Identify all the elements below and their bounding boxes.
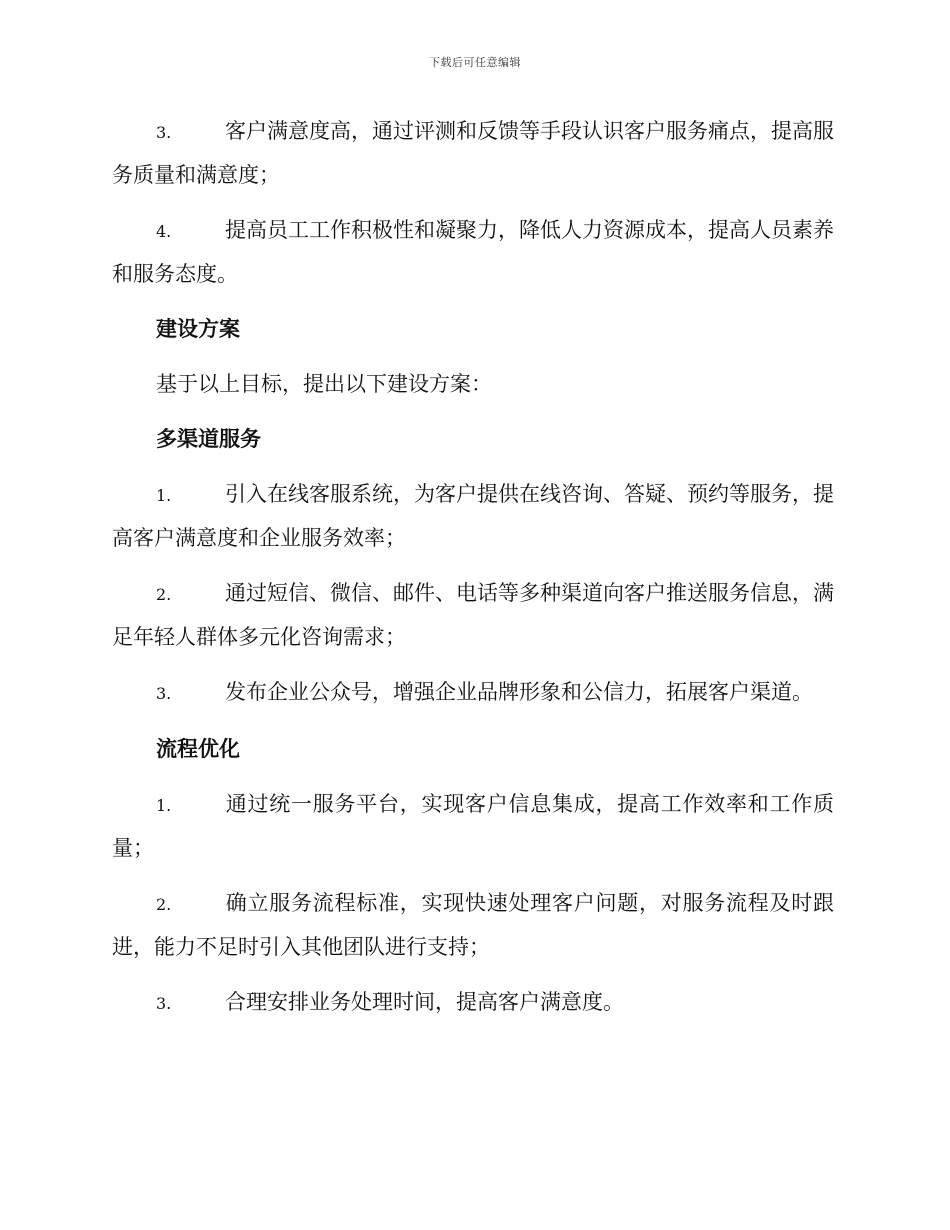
list-item bbox=[112, 110, 834, 196]
list-item bbox=[112, 209, 834, 295]
list-item bbox=[112, 981, 834, 1025]
list-number: 1. bbox=[156, 796, 172, 815]
list-item bbox=[112, 473, 834, 559]
intro-paragraph: 基于以上目标，提出以下建设方案： bbox=[156, 372, 492, 396]
section-heading-multichannel-service: 多渠道服务 bbox=[156, 427, 261, 451]
list-text: 通过短信、微信、邮件、电话等多种渠道向客户推送服务信息，满足年轻人群体多元化咨询需求； bbox=[112, 581, 834, 649]
list-text: 发布企业公众号，增强企业品牌形象和公信力，拓展客户渠道。 bbox=[225, 680, 813, 704]
section-heading-construction-plan: 建设方案 bbox=[156, 317, 240, 341]
list-number: 4. bbox=[156, 222, 172, 241]
list-text: 引入在线客服系统，为客户提供在线咨询、答疑、预约等服务，提高客户满意度和企业服务效率； bbox=[112, 482, 834, 550]
list-number: 2. bbox=[156, 585, 172, 604]
list-text: 提高员工工作积极性和凝聚力，降低人力资源成本，提高人员素养和服务态度。 bbox=[112, 218, 834, 286]
list-number: 3. bbox=[156, 684, 172, 703]
list-item bbox=[112, 783, 834, 869]
list-number: 3. bbox=[156, 123, 172, 142]
list-item bbox=[112, 671, 834, 715]
list-item bbox=[112, 882, 834, 968]
section-heading-process-optimization: 流程优化 bbox=[156, 737, 240, 761]
list-text: 通过统一服务平台，实现客户信息集成，提高工作效率和工作质量； bbox=[112, 792, 834, 860]
page-header: 下载后可任意编辑 bbox=[429, 56, 521, 69]
list-number: 3. bbox=[156, 994, 172, 1013]
list-item bbox=[112, 572, 834, 658]
list-number: 1. bbox=[156, 486, 172, 505]
list-text: 合理安排业务处理时间，提高客户满意度。 bbox=[225, 990, 624, 1014]
document-body bbox=[112, 110, 834, 1038]
list-text: 客户满意度高，通过评测和反馈等手段认识客户服务痛点，提高服务质量和满意度； bbox=[112, 119, 834, 187]
list-number: 2. bbox=[156, 895, 172, 914]
list-text: 确立服务流程标准，实现快速处理客户问题，对服务流程及时跟进，能力不足时引入其他团队进行支持； bbox=[112, 891, 834, 959]
